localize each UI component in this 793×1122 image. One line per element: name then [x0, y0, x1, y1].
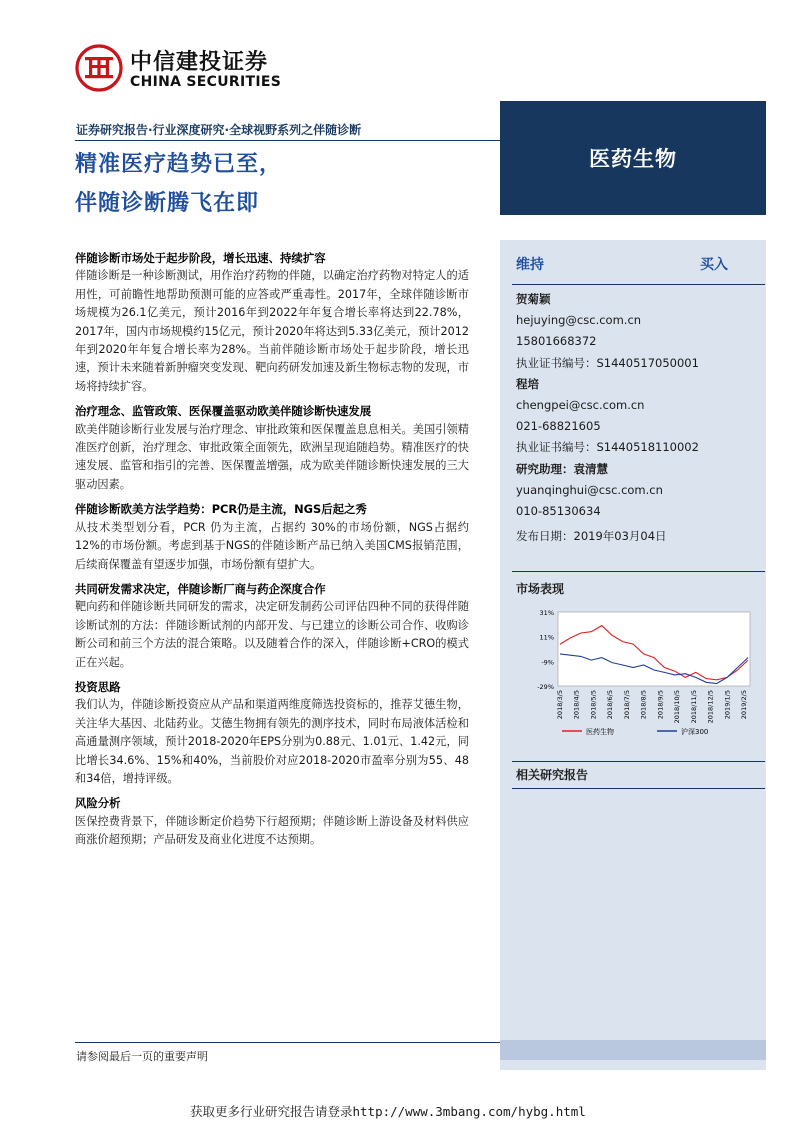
assistant-email[interactable]: yuanqinghui@csc.com.cn [516, 482, 663, 497]
section-heading: 风险分析 [75, 796, 121, 811]
sidebar-footer-band [500, 1040, 766, 1060]
analyst-name: 程培 [516, 376, 539, 391]
x-tick-label: 2019/2/5 [740, 690, 748, 720]
section-heading: 共同研发需求决定，伴随诊断厂商与药企深度合作 [75, 581, 326, 596]
related-divider-top [512, 761, 765, 762]
section-text: 靶向药和伴随诊断共同研发的需求，决定研发制药公司评估四种不同的获得伴随诊断试剂的方法：伴随诊断试剂的内部开发、与已建立的诊断公司合作、收购诊断公司和前三个方法的混合策略。以及随着合作的深入，伴随诊断+CRO的模式正在兴起。 [75, 600, 469, 669]
section-text: 从技术类型划分看，PCR 仍为主流，占据约 30%的市场份额，NGS占据约12%的市场份额。考虑到基于NGS的伴随诊断产品已纳入美国CMS报销范围，后续商保覆盖有望逐步加强，市场份额有望扩大。 [75, 520, 469, 571]
brand-name-en: CHINA SECURITIES [130, 74, 282, 90]
sector-banner: 医药生物 [500, 101, 766, 215]
publish-date: 发布日期：2019年03月04日 [516, 529, 667, 544]
market-performance-title: 市场表现 [516, 582, 565, 596]
footer-divider [75, 1042, 500, 1043]
legend-label: 医药生物 [586, 728, 614, 736]
x-tick-label: 2018/8/5 [639, 690, 648, 720]
rating-divider [512, 284, 765, 285]
rating-row [516, 255, 756, 276]
section-text: 医保控费背景下，伴随诊断定价趋势下行超预期；伴随诊断上游设备及材料供应商涨价超预期；产品研发及商业化进度不达预期。 [75, 814, 469, 847]
x-tick-label: 2018/9/5 [656, 690, 665, 720]
analyst-cert: 执业证书编号：S1440517050001 [516, 355, 699, 370]
section-heading: 治疗理念、监管政策、医保覆盖驱动欧美伴随诊断快速发展 [75, 404, 372, 419]
brand-name-cn: 中信建投证券 [130, 50, 269, 75]
section-text: 伴随诊断是一种诊断测试，用作治疗药物的伴随，以确定治疗药物对特定人的适用性，可前瞻性地帮助预测可能的应答或严重毒性。2017年，全球伴随诊断市场规模为26.1亿美元，预计2016年到2022年年复合增长率将达到22.78%，2017年，国内市场规模约15亿元，预计2020年将达到5.33亿美元，预计2012年到2020年年复合增长率为28%。当前伴随诊断市场处于起步阶段，增长迅速，预计未来随着新肿瘤突变发现、靶向药研发加速及新生物标志物的发现，市场将持续扩容。 [75, 269, 469, 393]
report-summary [75, 249, 469, 850]
x-tick-label: 2018/4/5 [572, 690, 581, 720]
x-tick-label: 2018/5/5 [589, 690, 598, 720]
china-securities-logo-icon [75, 44, 123, 92]
assistant-phone: 010-85130634 [516, 504, 601, 519]
analyst-phone: 021-68821605 [516, 419, 601, 434]
section-heading: 伴随诊断市场处于起步阶段，增长迅速、持续扩容 [75, 251, 326, 265]
analyst-name: 贺菊颖 [516, 292, 551, 306]
header-divider [75, 140, 500, 141]
y-tick-label: -9% [541, 658, 554, 667]
x-tick-label: 2018/12/5 [706, 690, 715, 724]
report-series: 证券研究报告·行业深度研究·全球视野系列之伴随诊断 [76, 123, 362, 137]
analyst-list [516, 289, 756, 547]
section-text: 我们认为，伴随诊断投资应从产品和渠道两维度筛选投资标的，推荐艾德生物，关注华大基因、北陆药业。艾德生物拥有领先的测序技术，同时布局液体活检和高通量测序领域，预计2018-2020年EPS分别为0.88元、1.01元、1.42元，同比增长34.6%、15%和40%，当前股价对应2018-2020市盈率分别为55、48和34倍，增持评级。 [75, 698, 469, 785]
related-divider-bottom [512, 788, 765, 789]
section-text: 欧美伴随诊断行业发展与治疗理念、审批政策和医保覆盖息息相关。美国引领精准医疗创新，治疗理念、审批政策全面领先，欧洲呈现追随趋势。精准医疗的快速发展、监管和指引的完善、医保覆盖增强，成为欧美伴随诊断快速发展的三大驱动因素。 [75, 422, 469, 491]
x-tick-label: 2018/6/5 [606, 690, 615, 720]
market-performance-chart [514, 600, 764, 740]
analyst-email[interactable]: chengpei@csc.com.cn [516, 398, 645, 413]
section-heading: 伴随诊断欧美方法学趋势：PCR仍是主流，NGS后起之秀 [75, 502, 367, 517]
section-heading: 投资思路 [75, 679, 121, 694]
rating-value: 买入 [700, 257, 728, 273]
assistant-name: 研究助理：袁清慧 [516, 461, 608, 476]
source-link[interactable]: 获取更多行业研究报告请登录http://www.3mbang.com/hybg.html [190, 1104, 586, 1119]
x-tick-label: 2018/7/5 [622, 690, 631, 720]
analyst-cert: 执业证书编号：S1440518110002 [516, 440, 699, 455]
plot-area [558, 612, 750, 686]
legend-label: 沪深300 [681, 728, 709, 736]
analyst-phone: 15801668372 [516, 334, 597, 349]
report-title-line1: 精准医疗趋势已至， [75, 152, 283, 177]
rating-label: 维持 [516, 257, 544, 273]
related-reports-title: 相关研究报告 [516, 768, 589, 782]
y-tick-label: -29% [537, 683, 554, 691]
analyst-email[interactable]: hejuying@csc.com.cn [516, 313, 642, 328]
x-tick-label: 2019/1/5 [723, 690, 732, 720]
y-tick-label: 11% [539, 633, 554, 642]
x-tick-label: 2018/11/5 [689, 690, 698, 724]
disclaimer-note: 请参阅最后一页的重要声明 [76, 1050, 208, 1063]
x-tick-label: 2018/10/5 [673, 690, 682, 724]
date-divider [512, 571, 765, 572]
y-tick-label: 31% [539, 609, 554, 617]
report-title-line2: 伴随诊断腾飞在即 [75, 191, 260, 216]
x-tick-label: 2018/3/5 [556, 690, 564, 720]
